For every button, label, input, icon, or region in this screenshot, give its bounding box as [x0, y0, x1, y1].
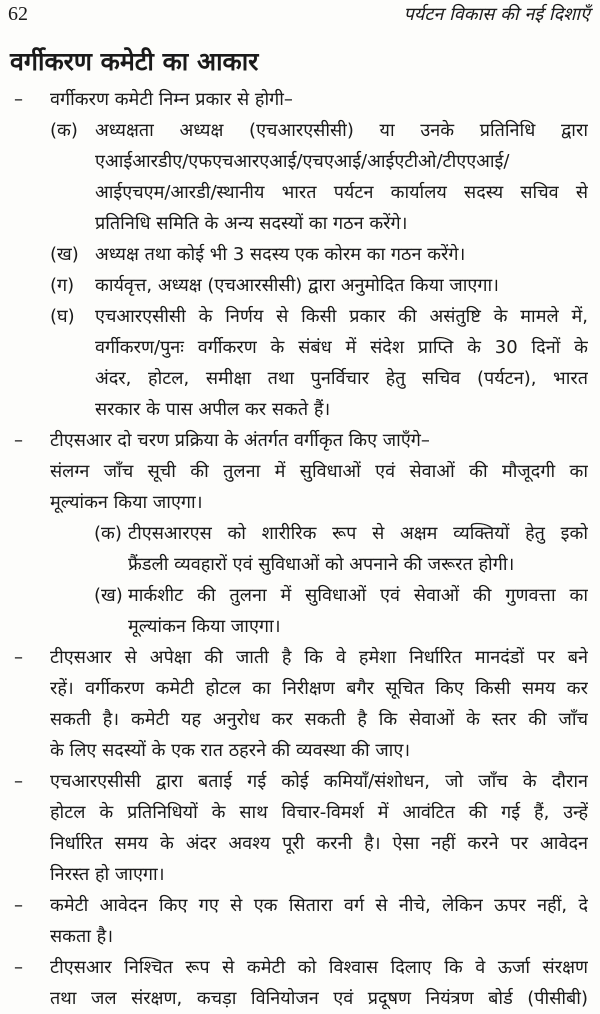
line-text: टीएसआर दो चरण प्रक्रिया के अंतर्गत वर्गीकृत किए जाएँगे–	[50, 430, 430, 451]
text-line	[0, 797, 600, 828]
line-text: एआईआरडीए/एफएचआरएआई/एचएआई/आईएटीओ/टीएएआई/	[95, 151, 510, 172]
line-text: वर्गीकरण/पुनः वर्गीकरण के संबंध में संदेश प्राप्ति के 30 दिनों के	[95, 337, 588, 358]
text-line	[0, 456, 600, 487]
line-text: टीएसआर निश्चित रूप से कमेटी को विश्वास दिलाए कि वे ऊर्जा संरक्षण	[50, 957, 588, 978]
text-line	[0, 84, 600, 115]
bullet-dash: –	[14, 771, 23, 792]
line-text: निरस्त हो जाएगा।	[50, 864, 165, 885]
line-text: तथा जल संरक्षण, कचड़ा विनियोजन एवं प्रदूषण नियंत्रण बोर्ड (पीसीबी)	[50, 988, 588, 1009]
text-line	[0, 518, 600, 549]
line-text: निर्धारित समय के अंदर अवश्य पूरी करनी है। ऐसा नहीं करने पर आवेदन	[50, 833, 588, 854]
text-line	[0, 270, 600, 301]
text-line	[0, 983, 600, 1014]
text-line	[0, 642, 600, 673]
line-text: होटल के प्रतिनिधियों के साथ विचार-विमर्श में आवंटित की गई हैं, उन्हें	[50, 802, 588, 823]
section-heading: वर्गीकरण कमेटी का आकार	[10, 47, 259, 76]
line-text: कमेटी आवेदन किए गए से एक सितारा वर्ग से नीचे, लेकिन ऊपर नहीं, दे	[50, 895, 588, 916]
text-line	[0, 673, 600, 704]
text-line	[0, 735, 600, 766]
text-line	[0, 208, 600, 239]
bullet-dash: –	[14, 895, 23, 916]
line-text: कार्यवृत्त, अध्यक्ष (एचआरसीसी) द्वारा अनुमोदित किया जाएगा।	[95, 275, 499, 296]
text-line	[0, 115, 600, 146]
page-header	[0, 0, 600, 28]
line-text: प्रतिनिधि समिति के अन्य सदस्यों का गठन करेंगे।	[95, 213, 408, 234]
line-text: मूल्यांकन किया जाएगा।	[128, 616, 281, 637]
text-line	[0, 580, 600, 611]
text-line	[0, 828, 600, 859]
text-line	[0, 363, 600, 394]
line-text: संलग्न जाँच सूची की तुलना में सुविधाओं एवं सेवाओं की मौजूदगी का	[50, 461, 588, 482]
item-label: (ग)	[50, 275, 75, 296]
text-line	[0, 921, 600, 952]
text-line	[0, 549, 600, 580]
bullet-dash: –	[14, 957, 23, 978]
text-line	[0, 487, 600, 518]
line-text: के लिए सदस्यों के एक रात ठहरने की व्यवस्था की जाए।	[50, 740, 411, 761]
line-text: रहें। वर्गीकरण कमेटी होटल का निरीक्षण बगैर सूचित किए किसी समय कर	[50, 678, 588, 699]
text-line	[0, 766, 600, 797]
text-line	[0, 704, 600, 735]
line-text: आईएचएम/आरडी/स्थानीय भारत पर्यटन कार्यालय सदस्य सचिव से	[95, 182, 588, 203]
text-line	[0, 301, 600, 332]
page-body	[0, 84, 600, 1014]
bullet-dash: –	[14, 89, 23, 110]
text-line	[0, 890, 600, 921]
line-text: अध्यक्षता अध्यक्ष (एचआरएसीसी) या उनके प्रतिनिधि द्वारा	[95, 120, 588, 141]
text-line	[0, 394, 600, 425]
line-text: टीएसआर से अपेक्षा की जाती है कि वे हमेशा निर्धारित मानदंडों पर बने	[50, 647, 588, 668]
line-text: टीएसआरएस को शारीरिक रूप से अक्षम व्यक्तियों हेतु इको	[128, 523, 588, 544]
text-line	[0, 239, 600, 270]
line-text: फ्रैंडली व्यवहारों एवं सुविधाओं को अपनाने की जरूरत होगी।	[128, 554, 515, 575]
item-label: (ख)	[94, 585, 123, 606]
line-text: अंदर, होटल, समीक्षा तथा पुनर्विचार हेतु सचिव (पर्यटन), भारत	[95, 368, 588, 389]
text-line	[0, 859, 600, 890]
text-line	[0, 177, 600, 208]
line-text: सकता है।	[50, 926, 114, 947]
line-text: सरकार के पास अपील कर सकते हैं।	[95, 399, 331, 420]
line-text: एचआरएसीसी के निर्णय से किसी प्रकार की असंतुष्टि के मामले में,	[95, 306, 588, 327]
item-label: (क)	[50, 120, 78, 141]
text-line	[0, 952, 600, 983]
text-line	[0, 611, 600, 642]
line-text: वर्गीकरण कमेटी निम्न प्रकार से होगी–	[50, 89, 293, 110]
bullet-dash: –	[14, 647, 23, 668]
item-label: (क)	[94, 523, 122, 544]
line-text: मूल्यांकन किया जाएगा।	[50, 492, 203, 513]
text-line	[0, 425, 600, 456]
text-line	[0, 332, 600, 363]
line-text: सकती है। कमेटी यह अनुरोध कर सकती है कि सेवाओं के स्तर की जाँच	[50, 709, 588, 730]
item-label: (ख)	[50, 244, 79, 265]
text-line	[0, 146, 600, 177]
item-label: (घ)	[50, 306, 75, 327]
line-text: अध्यक्ष तथा कोई भी 3 सदस्य एक कोरम का गठन करेंगे।	[95, 244, 466, 265]
line-text: मार्कशीट की तुलना में सुविधाओं एवं सेवाओं की गुणवत्ता का	[128, 585, 588, 606]
running-title: पर्यटन विकास की नई दिशाएँ	[403, 4, 590, 25]
line-text: एचआरएसीसी द्वारा बताई गई कोई कमियाँ/संशोधन, जो जाँच के दौरान	[50, 771, 588, 792]
bullet-dash: –	[14, 430, 23, 451]
page-number: 62	[8, 3, 28, 25]
